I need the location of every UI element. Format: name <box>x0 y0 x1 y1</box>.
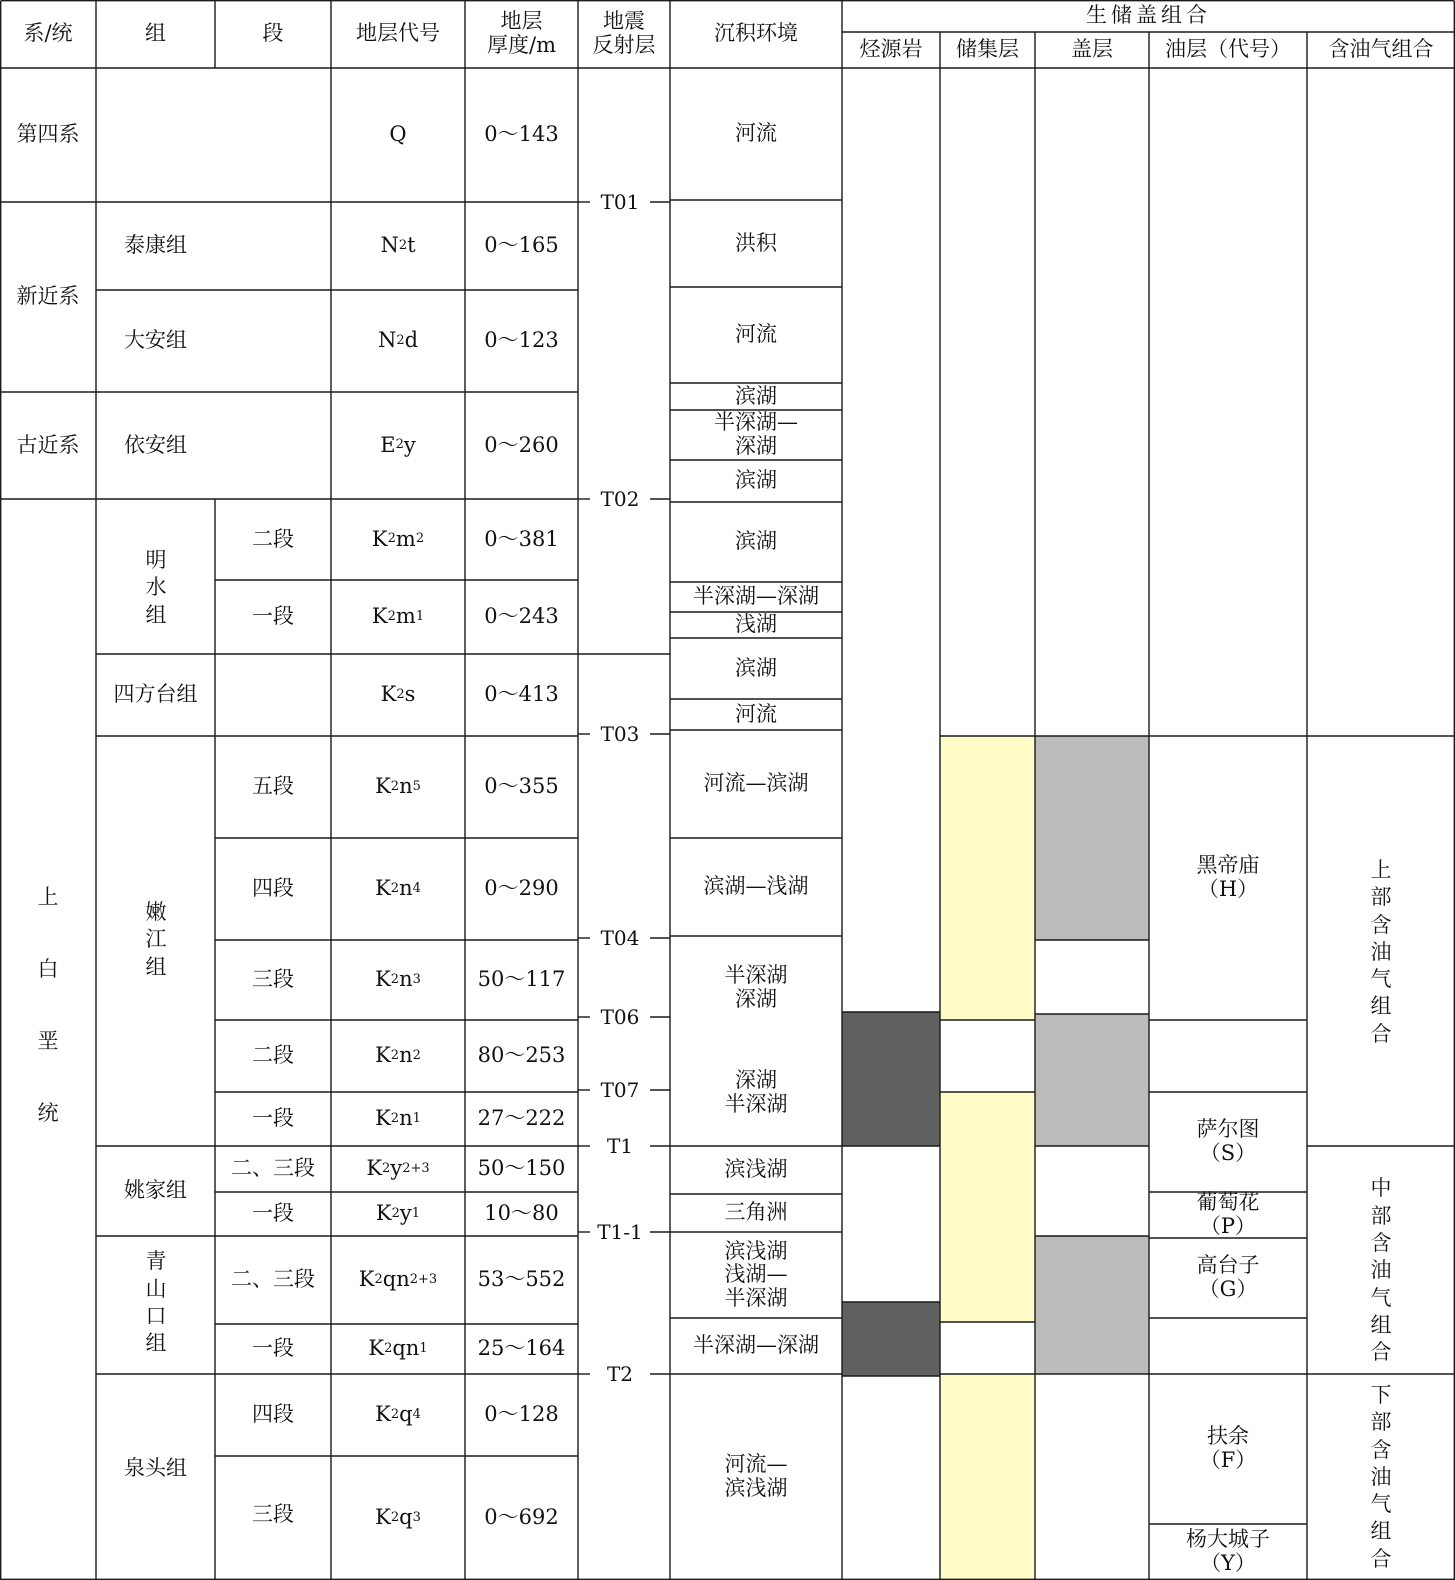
member-m1: 一段 <box>252 604 294 629</box>
stratum-code: K 2 m 2 <box>371 526 425 551</box>
stratum-code: K 2 qn 2+3 <box>358 1267 438 1292</box>
member-m2: 二段 <box>252 526 294 551</box>
member-qn23: 二、三段 <box>231 1267 315 1292</box>
header-source: 烃源岩 <box>859 37 923 62</box>
stratum-code: K 2 q 3 <box>375 1505 421 1530</box>
stratum-code: K 2 y 1 <box>375 1201 421 1226</box>
header-oil-layer: 油层（代号） <box>1165 37 1291 62</box>
seismic-reflector-label: T01 <box>590 190 650 214</box>
header-oil-assemblage: 含油气组合 <box>1328 37 1434 62</box>
member-n3: 三段 <box>252 967 294 992</box>
cap-rock-fill <box>1035 1014 1149 1146</box>
depositional-environment: 滨湖 <box>735 383 777 408</box>
member-qn1: 一段 <box>252 1336 294 1361</box>
system-upper-cretaceous: 上白垩统 <box>37 885 59 1125</box>
stratum-code: K 2 n 2 <box>375 1043 421 1068</box>
depositional-environment: 滨湖 <box>735 468 777 493</box>
reservoir-fill <box>940 736 1035 1020</box>
oil-layer-name: 杨大城子 （Y） <box>1186 1527 1270 1575</box>
stratum-thickness: 10～80 <box>484 1201 559 1226</box>
stratum-thickness: 0～381 <box>484 526 559 551</box>
cap-rock-fill <box>1035 1236 1149 1374</box>
header-cap: 盖层 <box>1071 37 1113 62</box>
member-n1: 一段 <box>252 1106 294 1131</box>
header-environment: 沉积环境 <box>714 21 798 46</box>
stratum-code: K 2 s <box>380 682 416 707</box>
stratum-thickness: 0～355 <box>484 774 559 799</box>
depositional-environment: 深湖 半深湖 <box>724 1068 788 1116</box>
stratum-code: E 2 y <box>380 432 416 457</box>
member-q3: 三段 <box>252 1502 294 1527</box>
stratum-thickness: 0～123 <box>484 328 559 353</box>
depositional-environment: 滨湖—浅湖 <box>703 874 809 899</box>
assemblage-lower: 下部含油气组合 <box>1370 1382 1392 1571</box>
seismic-reflector-label: T03 <box>590 722 650 746</box>
formation-taikang: 泰康组 <box>124 233 187 258</box>
seismic-reflector-label: T02 <box>590 487 650 511</box>
stratum-code: N 2 t <box>380 233 416 258</box>
stratum-code: K 2 n 4 <box>375 876 421 901</box>
depositional-environment: 滨浅湖 <box>724 1157 788 1182</box>
formation-yian: 依安组 <box>124 432 187 457</box>
stratum-thickness: 25～164 <box>477 1336 566 1361</box>
cap-rock-fill <box>1035 736 1149 940</box>
depositional-environment: 滨湖 <box>735 529 777 554</box>
header-formation: 组 <box>145 21 166 46</box>
member-y1: 一段 <box>252 1201 294 1226</box>
depositional-environment: 半深湖 深湖 <box>724 963 788 1011</box>
depositional-environment: 滨湖 <box>735 655 777 680</box>
stratum-thickness: 53～552 <box>477 1267 566 1292</box>
seismic-reflector-label: T1 <box>590 1134 650 1158</box>
depositional-environment: 河流 <box>735 121 777 146</box>
oil-layer-name: 葡萄花 （P） <box>1196 1190 1260 1238</box>
stratum-thickness: 0～260 <box>484 432 559 457</box>
stratum-code: K 2 m 1 <box>371 604 425 629</box>
member-q4: 四段 <box>252 1402 294 1427</box>
seismic-reflector-label: T1-1 <box>590 1220 650 1244</box>
depositional-environment: 河流 <box>735 701 777 726</box>
source-rock-fill <box>842 1012 940 1146</box>
stratum-thickness: 0～128 <box>484 1402 559 1427</box>
oil-layer-name: 扶余 （F） <box>1199 1424 1257 1472</box>
stratum-code: K 2 n 1 <box>375 1106 421 1131</box>
oil-layer-name: 黑帝庙 （H） <box>1196 853 1260 901</box>
header-reservoir: 储集层 <box>956 37 1019 62</box>
member-y23: 二、三段 <box>231 1156 315 1181</box>
seismic-reflector-label: T2 <box>590 1362 650 1386</box>
depositional-environment: 半深湖—深湖 <box>693 1333 819 1358</box>
formation-daan: 大安组 <box>124 328 187 353</box>
depositional-environment: 洪积 <box>735 230 777 255</box>
stratum-thickness: 80～253 <box>477 1043 566 1068</box>
formation-yaojia: 姚家组 <box>124 1178 187 1203</box>
depositional-environment: 河流— 滨浅湖 <box>724 1452 788 1500</box>
stratum-thickness: 27～222 <box>477 1106 566 1131</box>
stratum-thickness: 0～165 <box>484 233 559 258</box>
seismic-reflector-label: T07 <box>590 1078 650 1102</box>
header-thickness: 地层 厚度/m <box>487 9 556 57</box>
stratum-code: K 2 qn 1 <box>368 1336 428 1361</box>
depositional-environment: 浅湖 <box>735 612 777 637</box>
formation-quantou: 泉头组 <box>124 1456 187 1481</box>
header-member: 段 <box>262 21 284 46</box>
member-n4: 四段 <box>252 876 294 901</box>
stratum-thickness: 50～150 <box>477 1156 566 1181</box>
header-assemblage: 生储盖组合 <box>1086 3 1211 28</box>
reservoir-fill <box>940 1374 1035 1580</box>
oil-layer-name: 萨尔图 （S） <box>1196 1117 1260 1165</box>
formation-mingshui: 明水组 <box>145 548 167 627</box>
stratum-thickness: 0～290 <box>484 876 559 901</box>
stratum-thickness: 0～243 <box>484 604 559 629</box>
header-seismic: 地震 反射层 <box>592 9 656 57</box>
formation-sifangtai: 四方台组 <box>113 682 198 707</box>
stratum-thickness: 0～692 <box>484 1505 559 1530</box>
stratum-code: K 2 q 4 <box>375 1402 421 1427</box>
stratum-code: N 2 d <box>377 328 419 353</box>
stratum-code: K 2 n 3 <box>375 967 421 992</box>
formation-qingshankou: 青山口组 <box>145 1249 167 1356</box>
system-paleogene: 古近系 <box>16 432 80 457</box>
source-rock-fill <box>842 1302 940 1376</box>
seismic-reflector-label: T06 <box>590 1005 650 1029</box>
stratum-code: Q <box>389 122 407 147</box>
system-neogene: 新近系 <box>16 284 80 309</box>
member-n2: 二段 <box>252 1043 294 1068</box>
depositional-environment: 半深湖— 深湖 <box>714 410 798 458</box>
formation-nenjiang: 嫩江组 <box>145 900 167 979</box>
header-system: 系/统 <box>23 21 73 46</box>
assemblage-upper: 上部含油气组合 <box>1370 857 1392 1046</box>
depositional-environment: 河流 <box>735 322 777 347</box>
depositional-environment: 三角洲 <box>724 1200 788 1225</box>
stratum-thickness: 0～143 <box>484 122 559 147</box>
stratum-code: K 2 n 5 <box>375 774 421 799</box>
depositional-environment: 半深湖—深湖 <box>693 584 819 609</box>
seismic-reflector-label: T04 <box>590 926 650 950</box>
stratum-thickness: 0～413 <box>484 682 559 707</box>
depositional-environment: 河流—滨湖 <box>703 771 809 796</box>
oil-layer-name: 高台子 （G） <box>1196 1253 1260 1301</box>
system-quaternary: 第四系 <box>16 122 80 147</box>
reservoir-fill <box>940 1092 1035 1322</box>
header-code: 地层代号 <box>356 21 440 46</box>
member-n5: 五段 <box>252 774 294 799</box>
assemblage-middle: 中部含油气组合 <box>1370 1176 1392 1365</box>
stratum-code: K 2 y 2+3 <box>366 1156 430 1181</box>
depositional-environment: 滨浅湖 浅湖— 半深湖 <box>724 1238 788 1310</box>
stratum-thickness: 50～117 <box>477 967 566 992</box>
